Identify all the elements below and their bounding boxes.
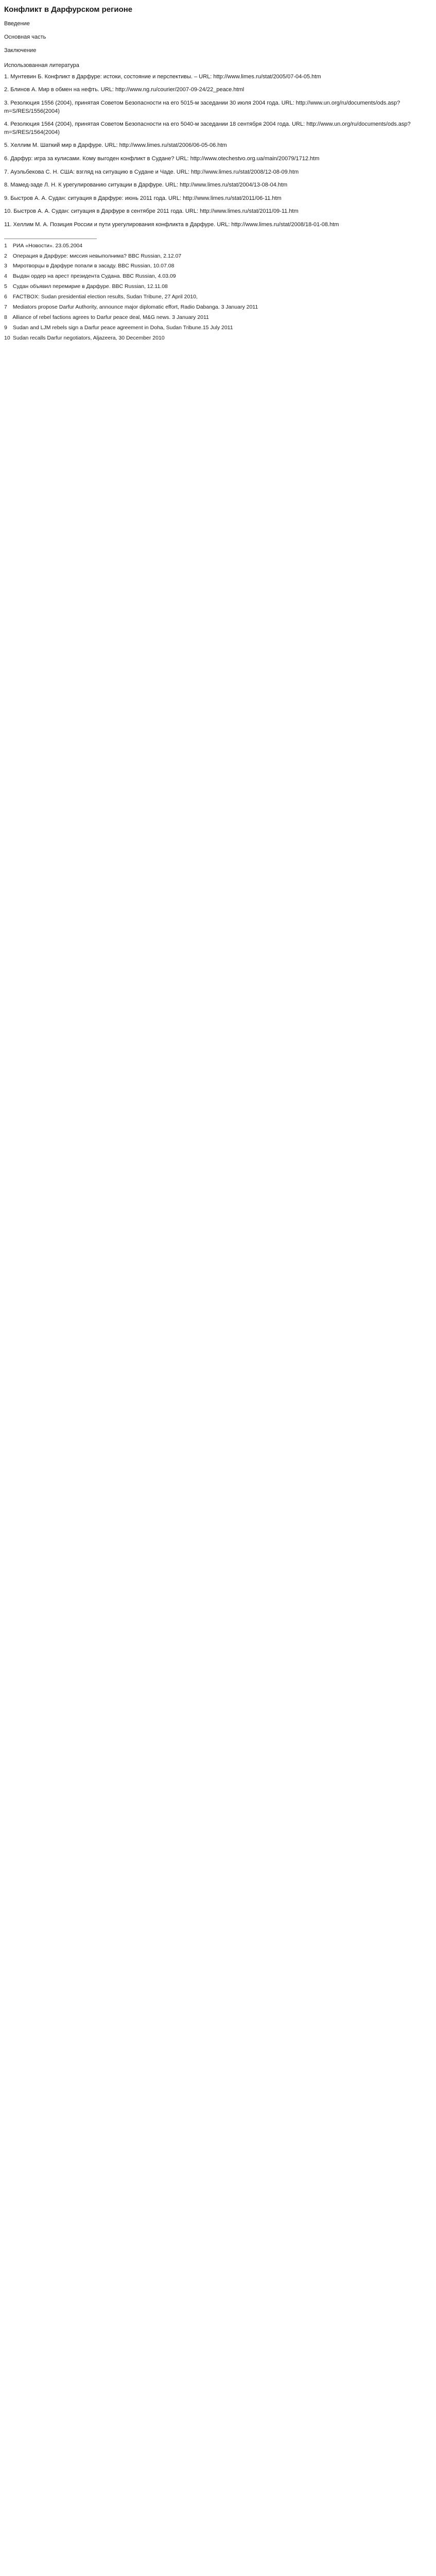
footnote-text: Sudan and LJM rebels sign a Darfur peace agreement in Doha, Sudan Tribune.15 July 2011 xyxy=(12,324,233,331)
footnote-number: 3 xyxy=(4,263,7,269)
section-introduction xyxy=(4,20,432,28)
footnote xyxy=(4,324,432,332)
footnote-number: 5 xyxy=(4,283,7,290)
footnote-text: Операция в Дарфуре: миссия невыполнима? BBC Russian, 2.12.07 xyxy=(12,252,182,259)
footnote xyxy=(4,314,432,321)
bibliography-entry: 6. Дарфур: игра за кулисами. Кому выгоден конфликт в Судане? URL: http://www.otechestvo.org.ua/main/20079/1712.htm xyxy=(4,156,320,162)
footnote-text: Alliance of rebel factions agrees to Darfur peace deal, M&G news. 3 January 2011 xyxy=(12,314,209,320)
footnote xyxy=(4,283,432,291)
footnote xyxy=(4,334,432,342)
bibliography-heading: Использованная литература xyxy=(4,62,79,69)
footnote-number: 8 xyxy=(4,314,7,320)
section-main xyxy=(4,33,432,42)
section-heading: Основная часть xyxy=(4,33,46,40)
footnote-number: 4 xyxy=(4,273,7,280)
bibliography-entry: 8. Мамед-заде Л. Н. К урегулированию ситуации в Дарфуре. URL: http://www.limes.ru/stat/2004/13-08-04.htm xyxy=(4,182,288,189)
footnote-text: Sudan recalls Darfur negotiators, Aljazeera, 30 December 2010 xyxy=(12,334,165,341)
footnote-number: 6 xyxy=(4,294,7,300)
document-title: Конфликт в Дарфурском регионе xyxy=(4,5,133,14)
footnote xyxy=(4,273,432,280)
footnote-number: 9 xyxy=(4,324,7,331)
footnote-text: Миротворцы в Дарфуре попали в засаду. BBC Russian, 10.07.08 xyxy=(12,263,175,269)
footnote-number: 7 xyxy=(4,304,7,311)
footnote-text: Судан объявил перемирие в Дарфуре. BBC Russian, 12.11.08 xyxy=(12,283,168,290)
bibliography-entry: 4. Резолюция 1564 (2004), принятая Советом Безопасности на его 5040-м заседании 18 сентября 2004 года. URL: http://www.un.org/ru/documents/ods.asp?m=S/RES/1564(2004) xyxy=(4,121,411,135)
footnote xyxy=(4,262,432,270)
bibliography-entry: 1. Мунтевин Б. Конфликт в Дарфуре: истоки, состояние и перспективы. – URL: http://www.limes.ru/stat/2005/07-04-05.htm xyxy=(4,73,321,80)
bibliography-entry: 11. Хеллим М. А. Позиция России и пути урегулирования конфликта в Дарфуре. URL: http://www.limes.ru/stat/2008/18-01-08.htm xyxy=(4,222,339,228)
section-heading: Введение xyxy=(4,21,30,27)
bibliography-entry: 2. Блинов А. Мир в обмен на нефть. URL: http://www.ng.ru/courier/2007-09-24/22_peace.html xyxy=(4,87,245,93)
document-page xyxy=(0,0,436,355)
bibliography-entry: 3. Резолюция 1556 (2004), принятая Советом Безопасности на его 5015-м заседании 30 июля 2004 года. URL: http://www.un.org/ru/documents/ods.asp?m=S/RES/1556(2004) xyxy=(4,99,400,114)
footnote xyxy=(4,242,432,250)
section-heading: Заключение xyxy=(4,47,37,54)
footnote-number: 10 xyxy=(4,334,10,341)
footnote-text: Выдан ордер на арест президента Судана. BBC Russian, 4.03.09 xyxy=(12,273,176,280)
section-conclusion xyxy=(4,47,432,55)
footnote xyxy=(4,293,432,301)
bibliography-entry: 5. Хеллим М. Шаткий мир в Дарфуре. URL: http://www.limes.ru/stat/2006/06-05-06.htm xyxy=(4,142,227,149)
footnote-text: Mediators propose Darfur Authority, announce major diplomatic effort, Radio Dabanga. 3 January 2011 xyxy=(12,304,258,311)
footnote-text: РИА «Новости». 23.05.2004 xyxy=(12,242,83,249)
footnote-text: FACTBOX: Sudan presidential election results, Sudan Tribune, 27 April 2010, xyxy=(12,294,198,300)
bibliography xyxy=(4,62,432,229)
footnote-number: 1 xyxy=(4,242,7,249)
bibliography-entry: 9. Быстров А. А. Судан: ситуация в Дарфуре: июнь 2011 года. URL: http://www.limes.ru/stat/2011/06-11.htm xyxy=(4,195,282,201)
bibliography-entry: 7. Ауэльбекова С. Н. США: взгляд на ситуацию в Судане и Чаде. URL: http://www.limes.ru/stat/2008/12-08-09.htm xyxy=(4,168,299,175)
footnote-number: 2 xyxy=(4,252,7,259)
footnotes-list xyxy=(4,242,432,342)
footnote xyxy=(4,252,432,260)
footnote xyxy=(4,303,432,311)
bibliography-list xyxy=(4,73,432,229)
bibliography-entry: 10. Быстров А. А. Судан: ситуация в Дарфуре в сентябре 2011 года. URL: http://www.limes.ru/stat/2011/09-11.htm xyxy=(4,208,299,215)
